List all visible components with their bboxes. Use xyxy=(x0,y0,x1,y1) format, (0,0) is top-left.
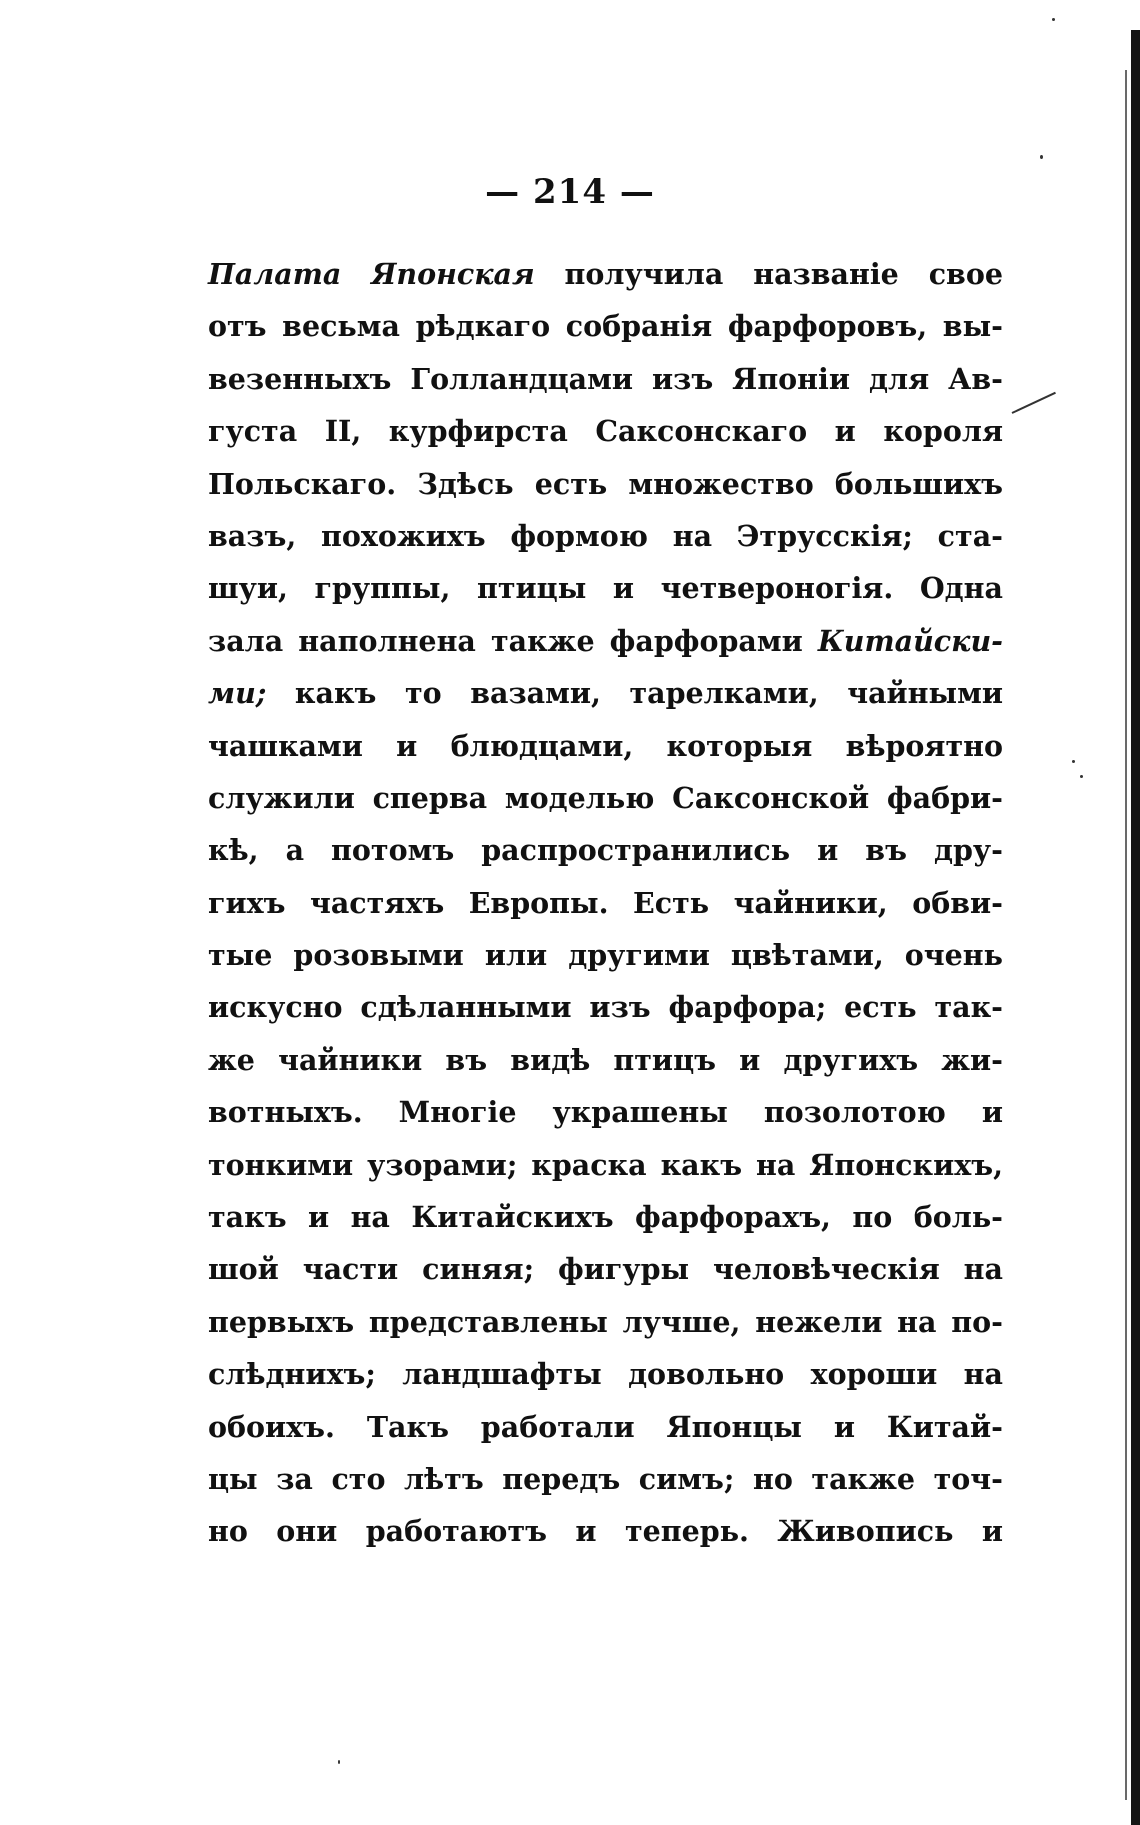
scan-speck xyxy=(1052,18,1055,21)
text-segment: шуи, группы, птицы и четвероногія. Одна xyxy=(208,571,1003,606)
margin-mark xyxy=(1012,392,1056,414)
page-edge-shadow xyxy=(1131,30,1140,1825)
text-line xyxy=(208,772,1003,824)
text-segment: чашками и блюдцами, которыя вѣроятно xyxy=(208,728,1003,763)
text-segment: какъ то вазами, тарелками, чайными xyxy=(266,676,1003,711)
text-line xyxy=(208,1505,1003,1557)
scan-speck xyxy=(1072,760,1075,763)
text-segment: первыхъ представлены лучше, нежели на по- xyxy=(208,1304,1003,1339)
text-line xyxy=(208,1086,1003,1138)
scan-speck xyxy=(1040,155,1043,159)
text-segment: служили сперва моделью Саксонской фабри- xyxy=(208,780,1003,815)
text-segment: Польскаго. Здѣсь есть множество большихъ xyxy=(208,466,1003,501)
text-line xyxy=(208,353,1003,405)
text-segment: зала наполнена также фарфорами xyxy=(208,623,818,658)
text-segment: же чайники въ видѣ птицъ и другихъ жи- xyxy=(208,1042,1003,1077)
text-line xyxy=(208,615,1003,667)
text-segment: густа II, курфирста Саксонскаго и короля xyxy=(208,414,1003,449)
text-line xyxy=(208,1296,1003,1348)
text-segment: слѣднихъ; ландшафты довольно хороши на xyxy=(208,1357,1003,1392)
text-segment: везенныхъ Голландцами изъ Японіи для Ав- xyxy=(208,361,1003,396)
text-line xyxy=(208,1191,1003,1243)
text-line xyxy=(208,405,1003,457)
scan-speck xyxy=(338,1760,340,1764)
text-segment: вазъ, похожихъ формою на Этрусскія; ста- xyxy=(208,518,1003,553)
text-line xyxy=(208,1453,1003,1505)
text-segment: цы за сто лѣтъ передъ симъ; но также точ- xyxy=(208,1461,1003,1496)
text-line xyxy=(208,458,1003,510)
text-segment: искусно сдѣланными изъ фарфора; есть так- xyxy=(208,990,1003,1025)
text-line xyxy=(208,562,1003,614)
text-line xyxy=(208,1401,1003,1453)
text-line xyxy=(208,720,1003,772)
text-line xyxy=(208,877,1003,929)
italic-phrase: ми; xyxy=(208,676,267,711)
page-number: — 214 — xyxy=(485,172,655,212)
text-segment: кѣ, а потомъ распространились и въ дру- xyxy=(208,833,1003,868)
text-line xyxy=(208,1139,1003,1191)
text-segment: но они работаютъ и теперь. Живопись и xyxy=(208,1514,1003,1549)
text-line xyxy=(208,981,1003,1033)
italic-phrase: Палата Японская xyxy=(208,257,535,291)
text-segment: вотныхъ. Многіе украшены позолотою и xyxy=(208,1095,1003,1130)
page-edge-line xyxy=(1125,70,1127,1800)
text-line xyxy=(208,824,1003,876)
text-segment: тые розовыми или другими цвѣтами, очень xyxy=(208,938,1003,973)
text-segment: гихъ частяхъ Европы. Есть чайники, обви- xyxy=(208,885,1003,920)
text-line xyxy=(208,1243,1003,1295)
italic-phrase: Китайски- xyxy=(817,623,1003,658)
text-segment: тонкими узорами; краска какъ на Японскихъ, xyxy=(208,1147,1003,1182)
text-segment: шой части синяя; фигуры человѣческія на xyxy=(208,1252,1003,1287)
text-segment: отъ весьма рѣдкаго собранія фарфоровъ, вы- xyxy=(208,309,1003,344)
text-line xyxy=(208,510,1003,562)
text-line xyxy=(208,667,1003,719)
text-line xyxy=(208,1348,1003,1400)
text-segment: обоихъ. Такъ работали Японцы и Китай- xyxy=(208,1409,1003,1444)
text-segment: получила названіе свое xyxy=(534,257,1004,291)
text-line xyxy=(208,300,1003,352)
scan-speck xyxy=(1080,775,1083,778)
text-line xyxy=(208,1034,1003,1086)
text-line xyxy=(208,929,1003,981)
body-text xyxy=(208,248,1003,1558)
text-segment: такъ и на Китайскихъ фарфорахъ, по боль- xyxy=(208,1200,1003,1235)
text-line xyxy=(208,248,1003,300)
